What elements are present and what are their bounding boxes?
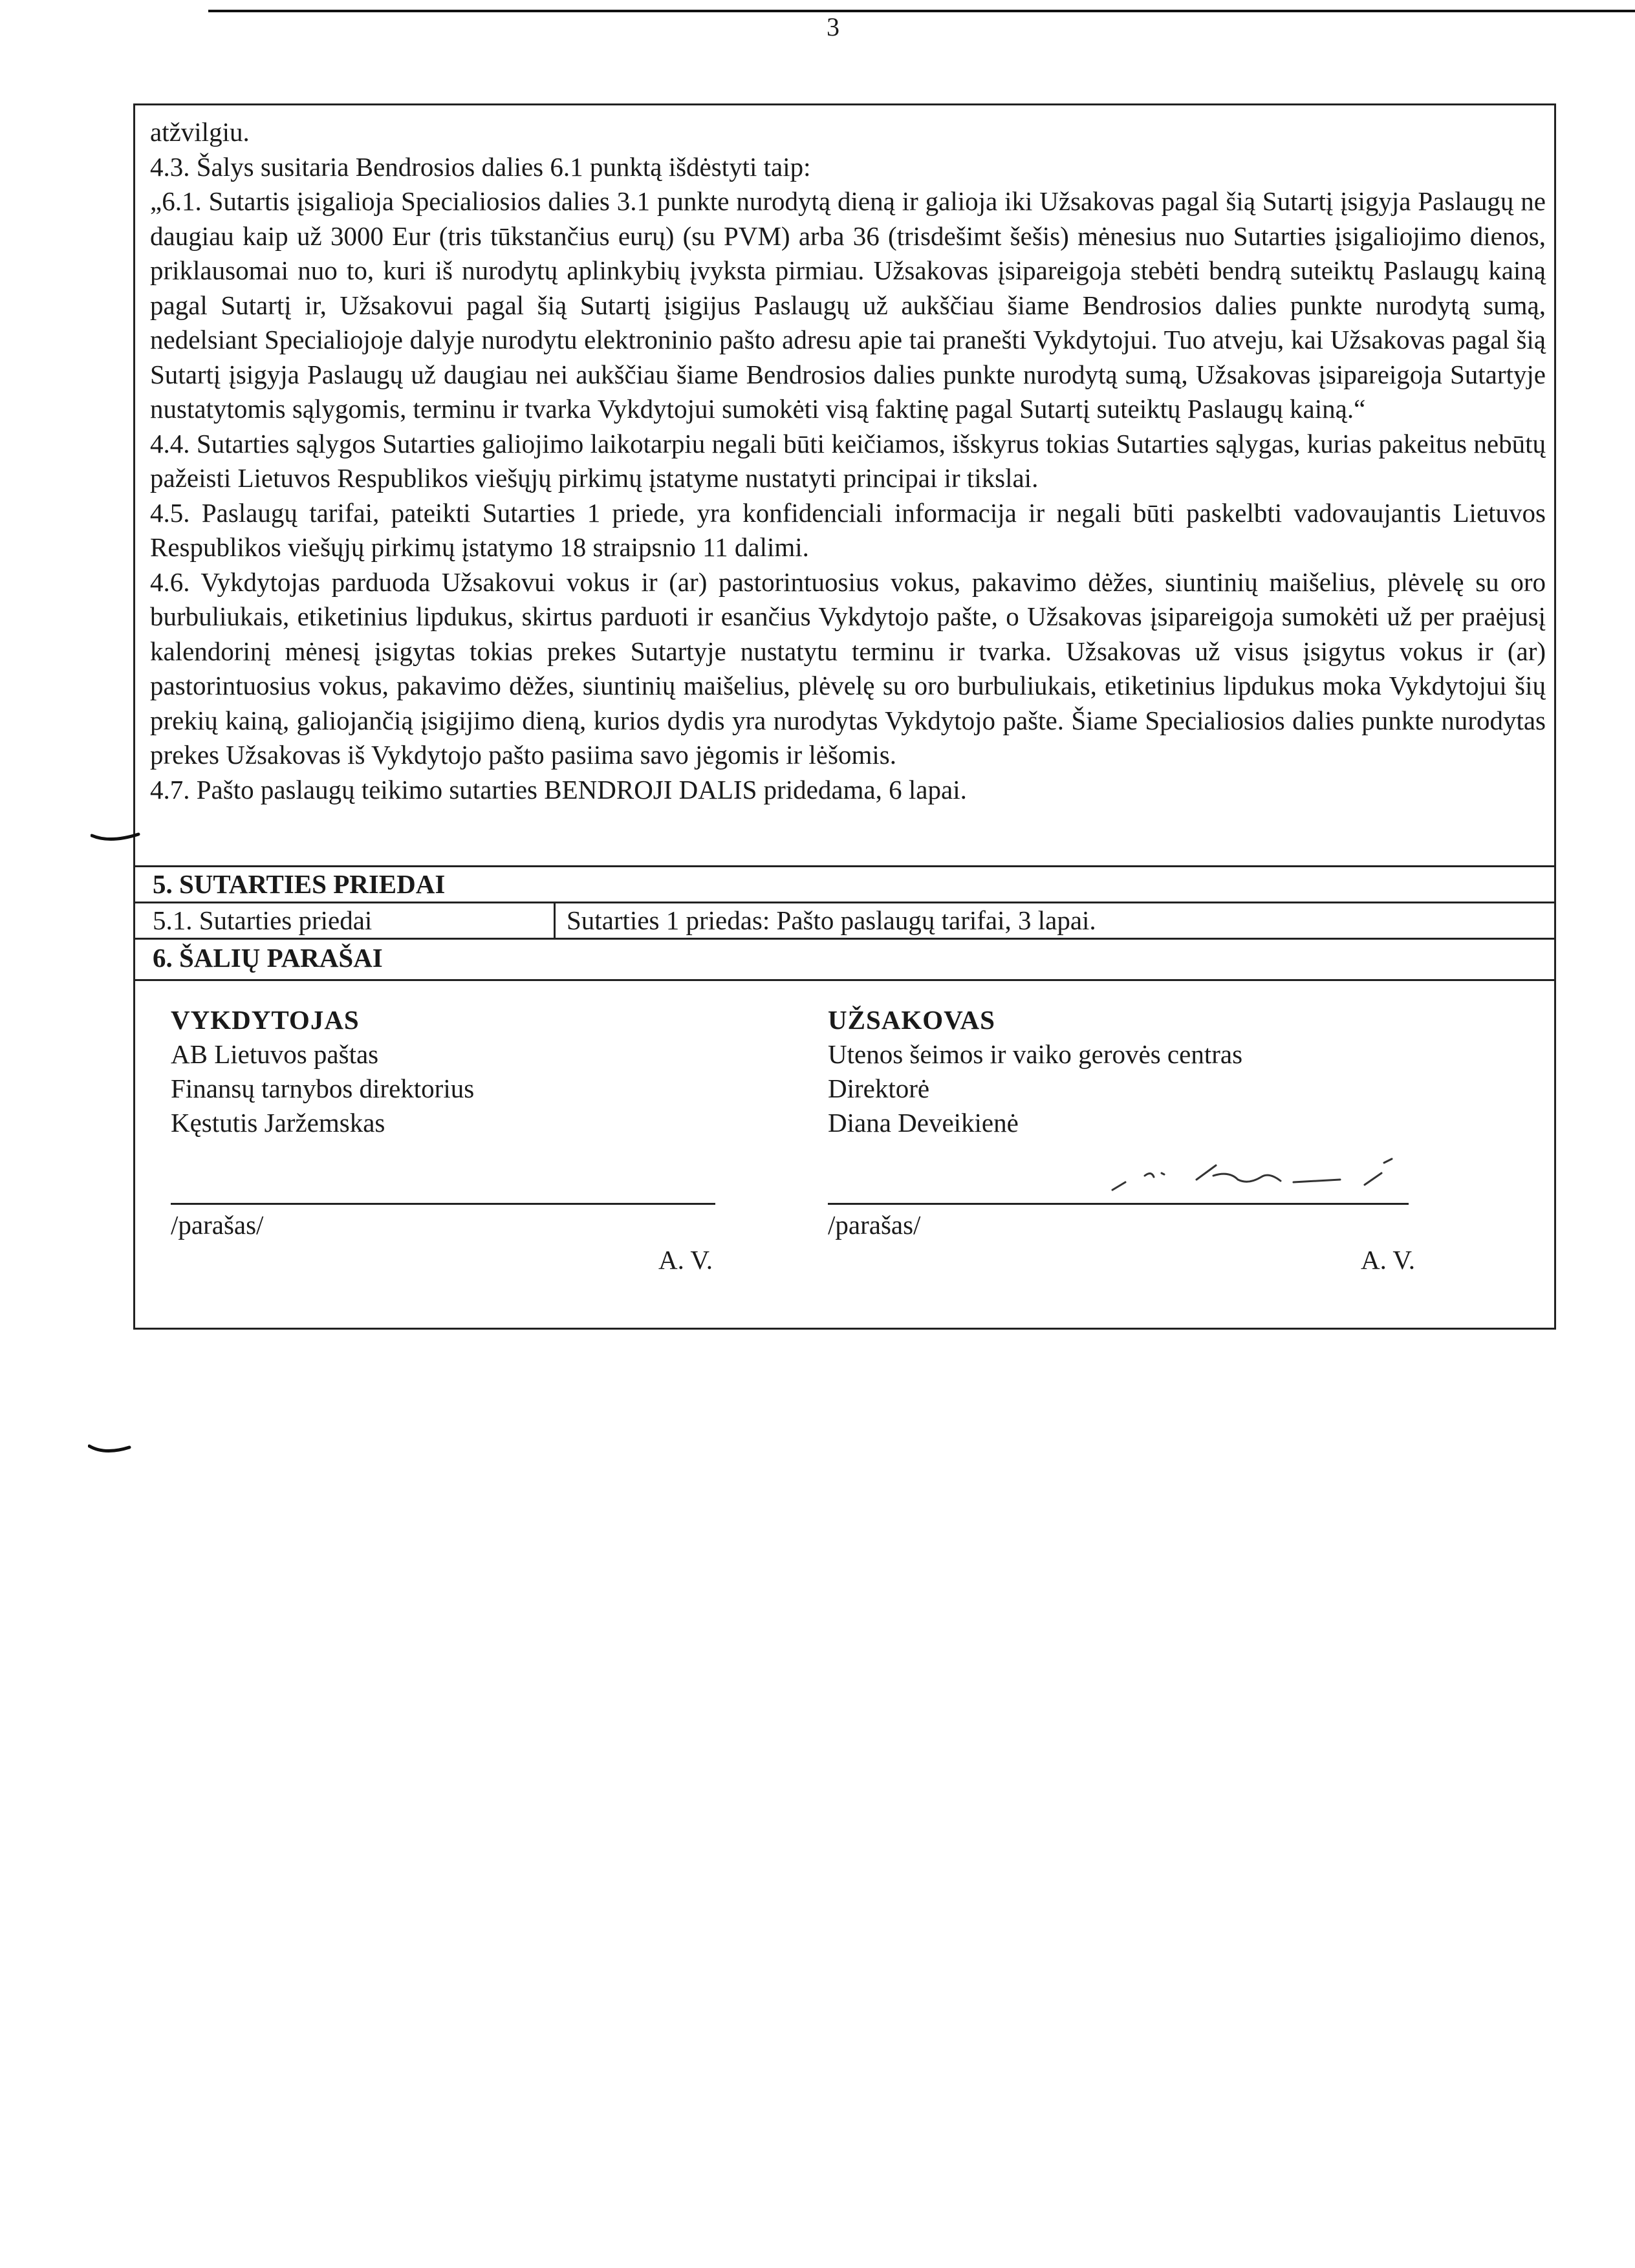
paragraph-4-5: 4.5. Paslaugų tarifai, pateikti Sutarties 1 priede, yra konfidenciali informacija ir negali būti paskelbti vadovaujantis Lietuvos Respublikos viešųjų pirkimų įstatymo 18 straipsnio 11 dalimi. <box>150 497 1546 562</box>
section5-divider <box>133 902 1556 903</box>
scan-mark-lower <box>88 1442 133 1462</box>
section5-top-rule <box>133 865 1556 867</box>
section5-row-label: 5.1. Sutarties priedai <box>153 905 373 935</box>
top-rule <box>208 10 1635 12</box>
contractor-name: Kęstutis Jaržemskas <box>171 1108 385 1138</box>
customer-name: Diana Deveikienė <box>828 1108 1019 1138</box>
contractor-company: AB Lietuvos paštas <box>171 1039 379 1069</box>
section6-top-rule <box>133 938 1556 940</box>
paragraph-4-6: 4.6. Vykdytojas parduoda Užsakovui vokus ir (ar) pastorintuosius vokus, pakavimo dėžes, siuntinių maišelius, plėvelę su oro burbuliukais, etiketinius lipdukus, skirtus parduoti ir esančius Vykdytojo pašte, o Užsakovas įsipareigoja sumokėti už per praėjusį kalendorinį mėnesį įsigytas tokias prekes Sutartyje nustatytu terminu ir tvarka. Užsakovas už visus įsigytus vokus ir (ar) pastorintuosius vokus, pakavimo dėžes, siuntinių maišelius, plėvelę su oro burbuliukais, etiketinius lipdukus moka Vykdytojui šių prekių kainą, galiojančią įsigijimo dieną, kurios dydis yra nurodytas Vykdytojo pašte. Šiame Specialiosios dalies punkte nurodytas prekes Užsakovas iš Vykdytojo pašto pasiima savo jėgomis ir lėšomis. <box>150 567 1546 770</box>
section5-row-value: Sutarties 1 priedas: Pašto paslaugų tarifai, 3 lapai. <box>567 905 1096 935</box>
customer-signature-label: /parašas/ <box>828 1210 921 1240</box>
customer-institution: Utenos šeimos ir vaiko gerovės centras <box>828 1039 1243 1069</box>
paragraph-continuation: atžvilgiu. <box>150 117 250 147</box>
paragraph-4-4: 4.4. Sutarties sąlygos Sutarties galiojimo laikotarpiu negali būti keičiamos, išskyrus tokias Sutarties sąlygas, kurias pakeitus nebūtų pažeisti Lietuvos Respublikos viešųjų pirkimų įstatyme nustatyti principai ir tikslai. <box>150 428 1546 493</box>
contractor-position: Finansų tarnybos direktorius <box>171 1074 475 1103</box>
paragraph-6-1: „6.1. Sutartis įsigalioja Specialiosios dalies 3.1 punkte nurodytą dieną ir galioja iki Užsakovas pagal šią Sutartį įsigyja Paslaugų ne daugiau kaip už 3000 Eur (tris tūkstančius eurų) (su PVM) arba 36 (trisdešimt šešis) mėnesius nuo Sutarties įsigaliojimo dienos, priklausomai nuo to, kuri iš nurodytų aplinkybių įvyksta pirmiau. Užsakovas įsipareigoja stebėti bendrą suteiktų Paslaugų kainą pagal Sutartį ir, Užsakovui pagal šią Sutartį įsigijus Paslaugų už aukščiau šiame Bendrosios dalies punkte nurodytą sumą, nedelsiant Specialiojoje dalyje nurodytu elektroninio pašto adresu apie tai pranešti Vykdytojui. Tuo atveju, kai Užsakovas pagal šią Sutartį įsigyja Paslaugų už daugiau nei aukščiau šiame Bendrosios dalies punkte nurodytą sumą, Užsakovas įsipareigoja Sutartyje nustatytomis sąlygomis, terminu ir tvarka Vykdytojui sumokėti visą faktinę pagal Sutartį suteiktų Paslaugų kainą.“ <box>150 186 1546 424</box>
customer-seal: A. V. <box>1361 1245 1415 1275</box>
section6-divider <box>133 979 1556 981</box>
section4-body <box>150 115 1546 807</box>
section5-cell-divider <box>554 903 556 938</box>
paragraph-4-7: 4.7. Pašto paslaugų teikimo sutarties BENDROJI DALIS pridedama, 6 lapai. <box>150 774 967 805</box>
section6-title: 6. ŠALIŲ PARAŠAI <box>153 943 383 973</box>
contractor-signature-line <box>171 1203 715 1205</box>
page-number: 3 <box>827 12 839 41</box>
contractor-heading: VYKDYTOJAS <box>171 1005 360 1035</box>
scan-mark-upper <box>91 830 142 850</box>
handwritten-signature <box>1099 1151 1410 1203</box>
customer-signature-line <box>828 1203 1409 1205</box>
customer-position: Direktorė <box>828 1074 930 1103</box>
contractor-seal: A. V. <box>658 1245 713 1275</box>
contractor-signature-label: /parašas/ <box>171 1210 264 1240</box>
customer-heading: UŽSAKOVAS <box>828 1005 995 1035</box>
section5-title: 5. SUTARTIES PRIEDAI <box>153 869 446 899</box>
paragraph-4-3: 4.3. Šalys susitaria Bendrosios dalies 6.1 punktą išdėstyti taip: <box>150 151 811 182</box>
